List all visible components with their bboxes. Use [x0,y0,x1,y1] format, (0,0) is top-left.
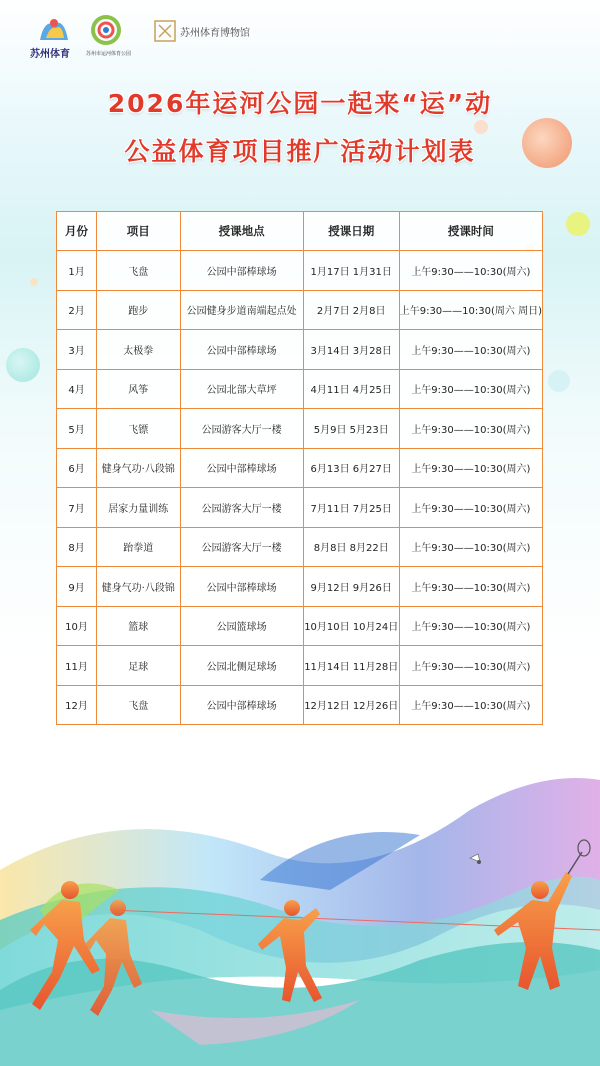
month-cell: 6月 [57,448,97,488]
table-row [57,527,543,567]
table-row [57,685,543,725]
time-cell: 上午9:30——10:30(周六) [399,606,542,646]
month-cell: 8月 [57,527,97,567]
suzhou-sports-museum-logo [154,14,304,54]
logo-row [30,14,460,66]
month-cell: 2月 [57,290,97,330]
column-header: 授课日期 [303,212,399,251]
table-row [57,251,543,291]
location-cell: 公园中部棒球场 [180,685,303,725]
column-header: 月份 [57,212,97,251]
location-cell: 公园游客大厅一楼 [180,527,303,567]
month-cell: 5月 [57,409,97,449]
schedule-table [56,211,543,725]
time-cell: 上午9:30——10:30(周六) [399,251,542,291]
table-row [57,409,543,449]
date-cell: 11月14日 11月28日 [303,646,399,686]
table-body [57,251,543,725]
date-cell: 10月10日 10月24日 [303,606,399,646]
logo-label: 苏州市运河体育公园 [86,51,132,57]
location-cell: 公园篮球场 [180,606,303,646]
location-cell: 公园北侧足球场 [180,646,303,686]
column-header: 项目 [97,212,180,251]
table-row [57,606,543,646]
column-header: 授课时间 [399,212,542,251]
time-cell: 上午9:30——10:30(周六) [399,646,542,686]
location-cell: 公园健身步道南端起点处 [180,290,303,330]
location-cell: 公园中部棒球场 [180,567,303,607]
page-subtitle: 公益体育项目推广活动计划表 [124,137,476,166]
time-cell: 上午9:30——10:30(周六) [399,527,542,567]
time-cell: 上午9:30——10:30(周六) [399,448,542,488]
sports-silhouette-scene [0,740,600,1066]
canal-park-logo [86,14,146,66]
activity-cell: 跆拳道 [97,527,180,567]
table-row [57,488,543,528]
date-cell: 3月14日 3月28日 [303,330,399,370]
activity-cell: 飞盘 [97,685,180,725]
canal-park-emblem-icon [86,14,146,48]
location-cell: 公园游客大厅一楼 [180,488,303,528]
month-cell: 11月 [57,646,97,686]
location-cell: 公园北部大草坪 [180,369,303,409]
time-cell: 上午9:30——10:30(周六) [399,488,542,528]
date-cell: 7月11日 7月25日 [303,488,399,528]
month-cell: 1月 [57,251,97,291]
month-cell: 12月 [57,685,97,725]
date-cell: 5月9日 5月23日 [303,409,399,449]
activity-cell: 跑步 [97,290,180,330]
decor-circle [6,348,40,382]
activity-cell: 居家力量训练 [97,488,180,528]
logo-label: 苏州体育 [30,49,70,60]
decor-circle [566,212,590,236]
date-cell: 6月13日 6月27日 [303,448,399,488]
logo-label: 苏州体育博物馆 [180,28,250,39]
page-header [0,0,600,190]
time-cell: 上午9:30——10:30(周六) [399,369,542,409]
column-header: 授课地点 [180,212,303,251]
date-cell: 12月12日 12月26日 [303,685,399,725]
activity-cell: 飞镖 [97,409,180,449]
activity-cell: 健身气功·八段锦 [97,448,180,488]
time-cell: 上午9:30——10:30(周六) [399,685,542,725]
date-cell: 1月17日 1月31日 [303,251,399,291]
time-cell: 上午9:30——10:30(周六) [399,409,542,449]
activity-cell: 篮球 [97,606,180,646]
location-cell: 公园游客大厅一楼 [180,409,303,449]
suzhou-sports-emblem-icon [30,14,78,44]
activity-cell: 健身气功·八段锦 [97,567,180,607]
location-cell: 公园中部棒球场 [180,251,303,291]
time-cell: 上午9:30——10:30(周六) [399,330,542,370]
table-header-row [57,212,543,251]
table-row [57,567,543,607]
time-cell: 上午9:30——10:30(周六) [399,567,542,607]
month-cell: 9月 [57,567,97,607]
table-header [57,212,543,251]
location-cell: 公园中部棒球场 [180,330,303,370]
month-cell: 3月 [57,330,97,370]
decor-circle [30,278,38,286]
table-row [57,330,543,370]
museum-emblem-icon [154,20,176,42]
location-cell: 公园中部棒球场 [180,448,303,488]
table-row [57,646,543,686]
month-cell: 10月 [57,606,97,646]
table-row [57,369,543,409]
month-cell: 4月 [57,369,97,409]
decor-circle [548,370,570,392]
date-cell: 2月7日 2月8日 [303,290,399,330]
activity-cell: 太极拳 [97,330,180,370]
activity-cell: 飞盘 [97,251,180,291]
page-title: 2026年运河公园一起来“运”动 [107,89,493,118]
table-row [57,290,543,330]
table-row [57,448,543,488]
activity-cell: 风筝 [97,369,180,409]
date-cell: 4月11日 4月25日 [303,369,399,409]
date-cell: 9月12日 9月26日 [303,567,399,607]
time-cell: 上午9:30——10:30(周六 周日) [399,290,542,330]
suzhou-sports-logo [30,14,78,66]
activity-cell: 足球 [97,646,180,686]
date-cell: 8月8日 8月22日 [303,527,399,567]
month-cell: 7月 [57,488,97,528]
